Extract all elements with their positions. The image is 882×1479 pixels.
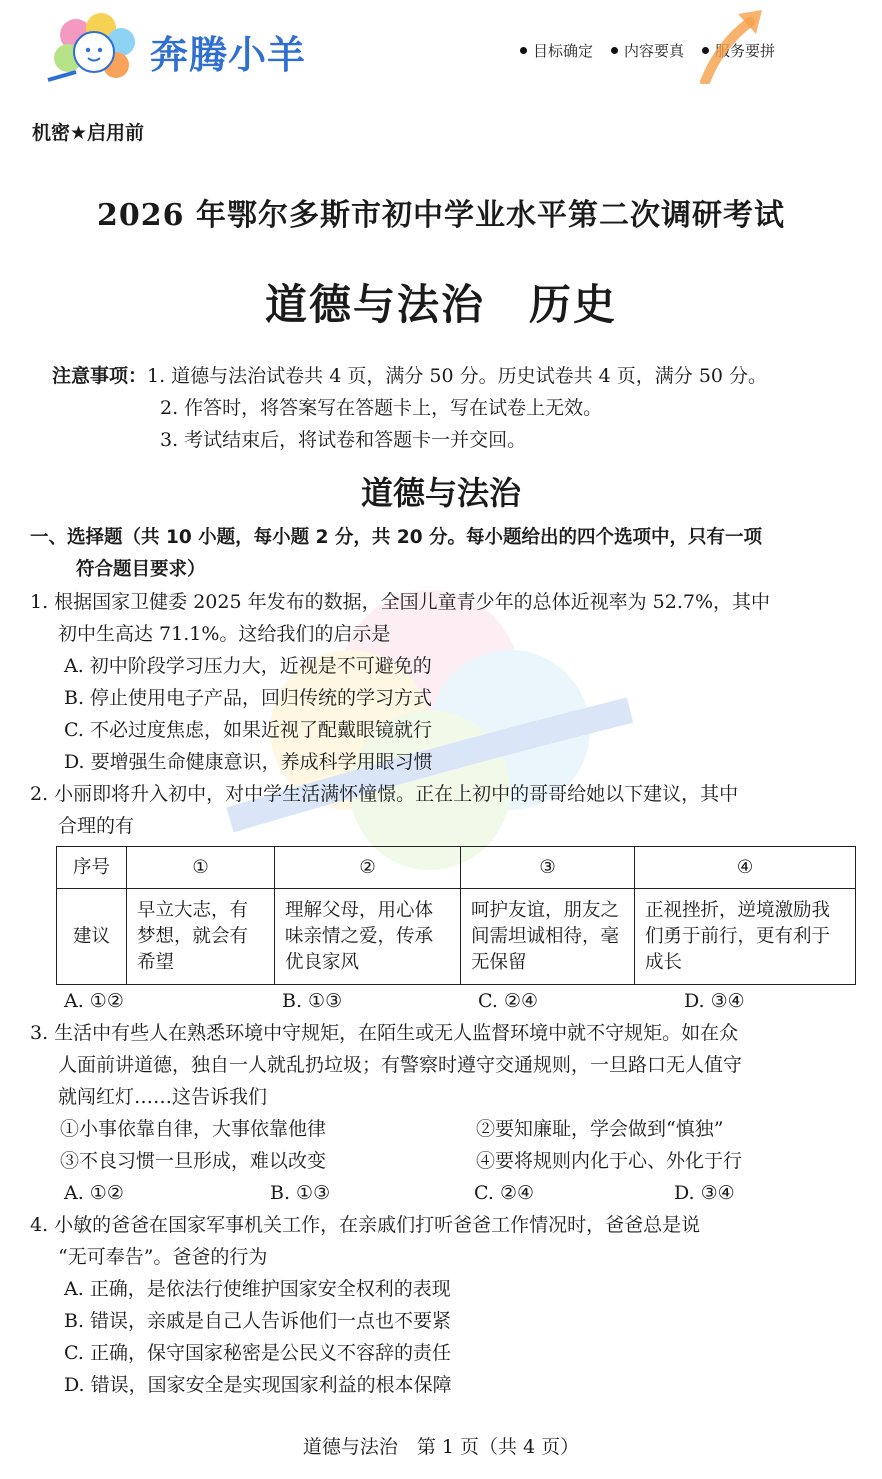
note-item: 2. 作答时，将答案写在答题卡上，写在试卷上无效。: [160, 397, 603, 419]
statement: ③不良习惯一旦形成，难以改变: [60, 1150, 327, 1172]
note-item: 1. 道德与法治试卷共 4 页，满分 50 分。历史试卷共 4 页，满分 50 分。: [147, 365, 768, 387]
table-cell: 正视挫折，逆境激励我们勇于前行，更有利于成长: [635, 889, 856, 985]
question-stem: 初中生高达 71.1%。这给我们的启示是: [58, 623, 391, 645]
part-heading: 一、选择题（共 10 小题，每小题 2 分，共 20 分。每小题给出的四个选项中，只有一项 符合题目要求）: [30, 527, 763, 580]
table-cell: 理解父母，用心体味亲情之爱，传承优良家风: [275, 889, 461, 985]
option: D. 错误，国家安全是实现国家利益的根本保障: [64, 1374, 452, 1396]
bullet-icon: [611, 47, 618, 54]
table-header-cell: ①: [127, 847, 275, 889]
option-row: [30, 1177, 860, 1209]
table-row: [57, 889, 856, 985]
table-header-row: [57, 847, 856, 889]
table-cell: 早立大志，有梦想，就会有希望: [127, 889, 275, 985]
option: B. 停止使用电子产品，回归传统的学习方式: [64, 687, 433, 709]
option: B. ①③: [282, 990, 343, 1012]
brand-name: 奔腾小羊: [150, 33, 307, 77]
header-tag: 服务要拼: [702, 40, 775, 61]
question-1: [30, 586, 860, 778]
confidential-mark: 机密★启用前: [32, 122, 145, 144]
option: A. ①②: [64, 1182, 124, 1204]
option: A. 初中阶段学习压力大，近视是不可避免的: [64, 655, 432, 677]
question-stem: “无可奉告”。爸爸的行为: [58, 1246, 268, 1268]
arrow-icon: [700, 4, 770, 84]
option: D. ③④: [684, 990, 745, 1012]
bullet-icon: [520, 47, 527, 54]
option: C. 不必过度焦虑，如果近视了配戴眼镜就行: [64, 719, 432, 741]
section-title: 道德与法治: [360, 474, 521, 512]
option: D. 要增强生命健康意识，养成科学用眼习惯: [64, 751, 433, 773]
advice-table: [56, 846, 856, 985]
table-header-cell: 序号: [57, 847, 127, 889]
statement: ①小事依靠自律，大事依靠他律: [60, 1118, 327, 1140]
option: D. ③④: [674, 1182, 735, 1204]
page-footer: 道德与法治 第 1 页（共 4 页）: [302, 1436, 580, 1458]
option: C. 正确，保守国家秘密是公民义不容辞的责任: [64, 1342, 451, 1364]
question-stem: 4. 小敏的爸爸在国家军事机关工作，在亲戚们打听爸爸工作情况时，爸爸总是说: [30, 1214, 701, 1236]
question-4: [30, 1209, 860, 1401]
table-cell: 呵护友谊，朋友之间需坦诚相待，毫无保留: [461, 889, 635, 985]
table-row-label: 建议: [57, 889, 127, 985]
note-item: 3. 考试结束后，将试卷和答题卡一并交回。: [160, 429, 527, 451]
exam-notes: [52, 360, 767, 456]
question-stem: 2. 小丽即将升入初中，对中学生活满怀憧憬。正在上初中的哥哥给她以下建议，其中: [30, 783, 739, 805]
statement: ④要将规则内化于心、外化于行: [476, 1150, 743, 1172]
notes-label: 注意事项：: [52, 365, 148, 387]
question-2: [30, 778, 860, 1017]
option: C. ②④: [478, 990, 539, 1012]
sheep-logo-icon: [46, 10, 146, 90]
question-stem: 合理的有: [58, 815, 135, 837]
table-header-cell: ②: [275, 847, 461, 889]
page-header: [0, 0, 882, 100]
table-header-cell: ③: [461, 847, 635, 889]
table-header-cell: ④: [635, 847, 856, 889]
question-3: [30, 1017, 860, 1209]
option: B. ①③: [270, 1182, 331, 1204]
header-tag: 目标确定: [520, 40, 593, 61]
option-row: [30, 985, 860, 1017]
option: A. 正确，是依法行使维护国家安全权利的表现: [64, 1278, 451, 1300]
option: A. ①②: [64, 990, 124, 1012]
question-stem: 1. 根据国家卫健委 2025 年发布的数据，全国儿童青少年的总体近视率为 52.7%，其中: [30, 591, 770, 613]
question-stem: 就闯红灯……这告诉我们: [58, 1086, 268, 1108]
subject-title: 道德与法治 历史: [264, 280, 617, 329]
exam-title: 2026 年鄂尔多斯市初中学业水平第二次调研考试: [97, 198, 785, 233]
option: B. 错误，亲戚是自己人告诉他们一点也不要紧: [64, 1310, 452, 1332]
question-stem: 3. 生活中有些人在熟悉环境中守规矩，在陌生或无人监督环境中就不守规矩。如在众: [30, 1022, 739, 1044]
question-stem: 人面前讲道德，独自一人就乱扔垃圾；有警察时遵守交通规则，一旦路口无人值守: [58, 1054, 743, 1076]
statement-row: [30, 1145, 860, 1177]
statement: ②要知廉耻，学会做到“慎独”: [476, 1118, 724, 1140]
questions: [30, 522, 860, 1401]
statement-row: [30, 1113, 860, 1145]
header-tag: 内容要真: [611, 40, 684, 61]
option: C. ②④: [474, 1182, 535, 1204]
